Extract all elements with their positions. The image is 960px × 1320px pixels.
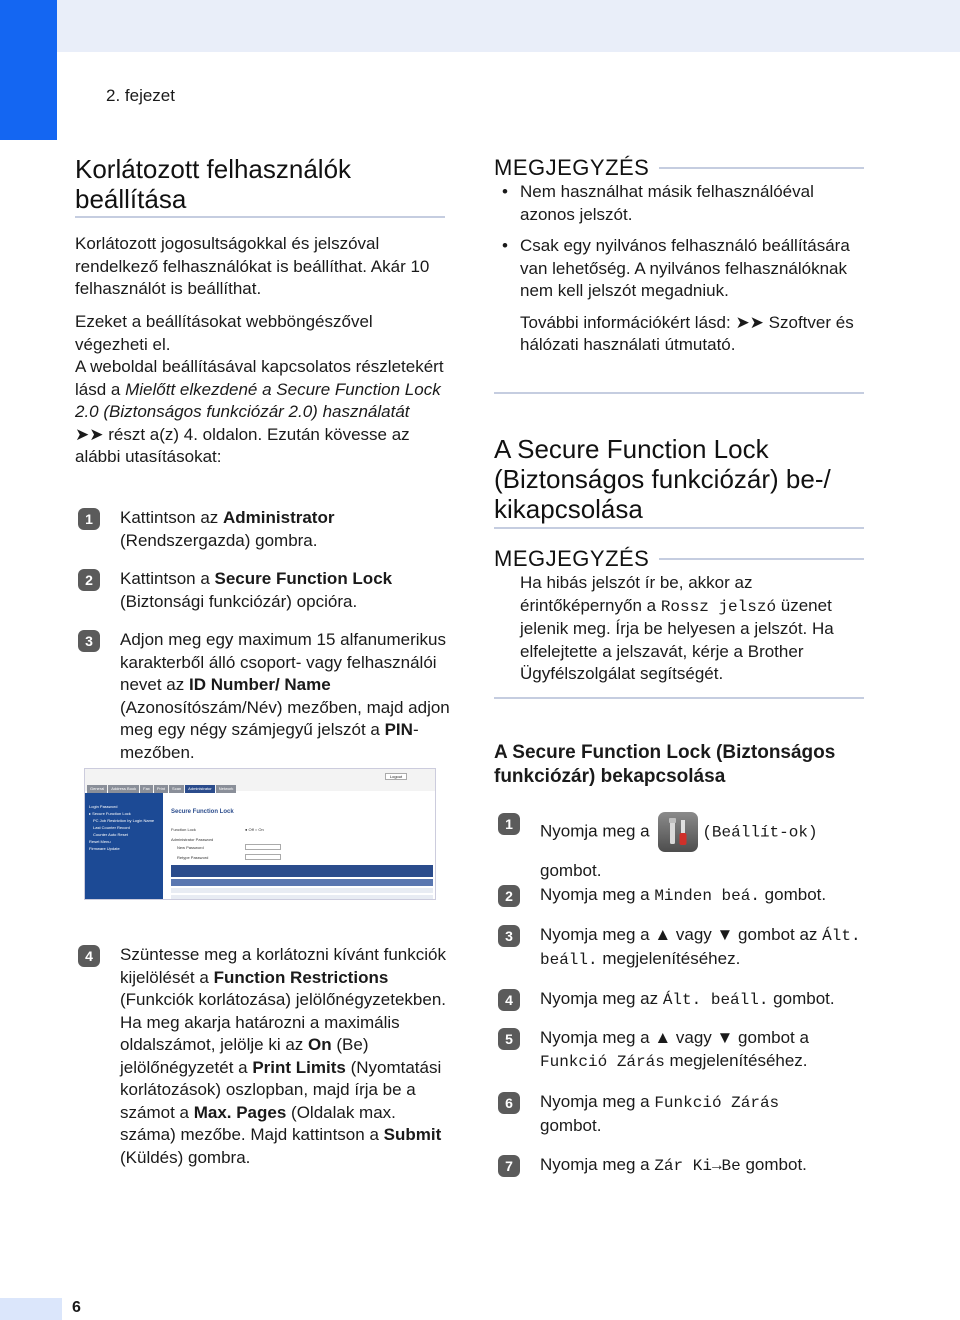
step-text [540, 988, 870, 1012]
display-message-wrong-password: Rossz jelszó [660, 597, 777, 616]
step-text [540, 1027, 870, 1073]
page-number: 6 [72, 1299, 81, 1316]
step-number-badge: 1 [498, 813, 520, 835]
note-1-bottom-rule [494, 392, 864, 394]
admin-password-label: Administrator Password [171, 837, 214, 842]
ui-term-print-limits: Print Limits [252, 1057, 346, 1077]
logout-button[interactable]: Logout [385, 773, 407, 780]
note-rule [659, 167, 864, 169]
function-lock-label: Function Lock [171, 827, 196, 832]
bullet-text: Csak egy nyilvános felhasználó beállítására van lehetőség. A nyilvános felhasználóknak nem kell jelszót megadniuk. [520, 236, 850, 300]
step-text-part: gombot. [540, 1115, 602, 1135]
retype-password-input[interactable] [245, 854, 281, 860]
step-1 [78, 507, 450, 552]
button-label-lock-off-on: Zár Ki→Be [654, 1157, 741, 1175]
step-text-part: Nyomja meg a ▲ vagy ▼ gombot az [540, 925, 823, 944]
step-text-part: Nyomja meg a [540, 821, 655, 841]
right-step-4 [498, 988, 870, 1012]
sidebar-item-last-counter-record[interactable]: Last Counter Record [93, 825, 130, 830]
step-number-badge: 2 [78, 569, 100, 591]
tab-administrator[interactable]: Administrator [185, 785, 215, 793]
instruction-paragraph [75, 311, 447, 469]
step-number-badge: 3 [78, 630, 100, 652]
ui-term-secure-function-lock: Secure Function Lock [214, 569, 393, 588]
step-text-part: Nyomja meg a [540, 1155, 655, 1174]
step-text [540, 884, 870, 908]
screenshot-tabs [87, 785, 236, 793]
table-row[interactable] [171, 895, 433, 900]
step-text-part: (Nyomtatási korlátozások) oszlopban, majd írja be a számot a [120, 1057, 442, 1122]
step-number-badge: 1 [78, 508, 100, 530]
step-text-part: Nyomja meg a [540, 1092, 655, 1111]
bullet-text: Nem használhat másik felhasználóéval azonos jelszót. [520, 182, 814, 224]
note-bullet [494, 181, 864, 226]
step-text-part: (Rendszergazda) gombra. [120, 530, 318, 550]
ui-term-submit: Submit [383, 1125, 442, 1144]
section-rule [75, 216, 445, 218]
note-more-info [494, 312, 864, 357]
step-4 [78, 944, 450, 1169]
step-number-badge: 3 [498, 925, 520, 947]
step-text-part: megjelenítéséhez. [597, 948, 741, 968]
step-text [540, 924, 870, 971]
step-2 [78, 568, 450, 613]
step-text [540, 1154, 870, 1178]
step-text-part: Kattintson az [120, 508, 224, 527]
tab-general[interactable]: General [87, 785, 107, 793]
step-text-part: (Biztonsági funkciózár) opcióra. [120, 591, 358, 611]
step-text-part: gombot. [759, 885, 827, 904]
step-text-part: gombot. [768, 989, 835, 1008]
note-title: MEGJEGYZÉS [494, 155, 650, 180]
screenshot-page-title: Secure Function Lock [171, 809, 234, 815]
step-text [120, 944, 450, 1169]
step-number-badge: 4 [498, 989, 520, 1011]
step-text-part: Nyomja meg a ▲ vagy ▼ gombot a [540, 1028, 809, 1047]
sidebar-item-counter-auto-reset[interactable]: Counter Auto Reset [93, 832, 128, 837]
para-sentence-b: A weboldal beállításával kapcsolatos részletekért lásd a [75, 357, 444, 399]
para-sentence-a: Ezeket a beállításokat webböngészővel végezheti el. [75, 312, 373, 354]
step-text-part: (Be) jelölőnégyzetét a [120, 1035, 369, 1077]
table-row[interactable] [171, 888, 433, 893]
chapter-tab [0, 0, 57, 140]
note-2-header [494, 546, 864, 572]
tab-address-book[interactable]: Address Book [108, 785, 139, 793]
sidebar-item-secure-function-lock[interactable]: ▸ Secure Function Lock [89, 811, 131, 816]
ui-term-on: On [308, 1035, 332, 1054]
step-text-part: -mezőben. [120, 720, 419, 762]
sidebar-item-reset-menu[interactable]: Reset Menu [89, 839, 111, 844]
step-text [540, 1091, 870, 1137]
step-3 [78, 629, 450, 764]
tab-fax[interactable]: Fax [140, 785, 153, 793]
button-label-all-settings: Minden beá. [654, 887, 760, 905]
sidebar-item-pc-job-restriction[interactable]: PC Job Restriction by Login Name [93, 818, 155, 823]
function-lock-radio[interactable]: ● Off ○ On [245, 827, 264, 832]
step-text [540, 812, 870, 883]
bullet-icon: • [502, 182, 508, 201]
note-bullet [494, 235, 864, 303]
table-subheader [171, 879, 433, 886]
right-step-3 [498, 924, 870, 971]
note-title: MEGJEGYZÉS [494, 546, 650, 571]
button-label-settings: (Beállít-ok) [702, 823, 818, 842]
step-text-part: gombot. [540, 861, 602, 880]
step-text-part: megjelenítéséhez. [664, 1050, 808, 1070]
bullet-icon: • [502, 236, 508, 255]
step-text [120, 629, 450, 764]
ui-term-pin: PIN [384, 720, 413, 739]
web-settings-screenshot [84, 768, 436, 900]
intro-paragraph: Korlátozott jogosultságokkal és jelszóval rendelkező felhasználókat is beállíthat. Akár 10 felhasználót is beállíthat. [75, 234, 430, 298]
subsection-title-enable: A Secure Function Lock (Biztonságos funkciózár) bekapcsolása [494, 742, 836, 787]
step-number-badge: 2 [498, 885, 520, 907]
header-band [0, 0, 960, 52]
para-sentence-c: részt a(z) 4. oldalon. Ezután kövesse az alábbi utasításokat: [75, 424, 410, 466]
page-number-bar [0, 1298, 62, 1320]
screenshot-sidebar [85, 793, 163, 900]
note-1-body [494, 181, 864, 357]
double-arrow-icon: ➤➤ [75, 424, 104, 444]
section-title-line-2: beállítása [75, 184, 187, 214]
right-step-5 [498, 1027, 870, 1073]
button-label-general-setup: Ált. beáll. [662, 991, 769, 1009]
right-step-6 [498, 1091, 870, 1137]
table-header [171, 865, 433, 877]
tab-network[interactable]: Network [216, 785, 237, 793]
step-text-part: (Azonosítószám/Név) mezőben, majd adjon meg egy négy számjegyű jelszót a [120, 697, 450, 739]
ui-term-max-pages: Max. Pages [193, 1102, 287, 1122]
button-label-function-lock: Funkció Zárás [540, 1052, 665, 1071]
note-rule [659, 558, 864, 560]
sidebar-item-firmware-update[interactable]: Firmware Update [89, 846, 120, 851]
settings-tools-icon[interactable] [658, 812, 698, 852]
section-title-restricted-users [75, 154, 447, 214]
retype-password-label: Retype Password [177, 855, 209, 860]
ui-term-administrator: Administrator [223, 508, 335, 527]
step-text-part: Adjon meg egy maximum 15 alfanumerikus karakterből álló csoport- vagy felhasználói nevet az [120, 630, 446, 694]
ui-term-function-restrictions: Function Restrictions [213, 967, 389, 987]
section-rule [494, 527, 864, 529]
step-text [120, 568, 450, 613]
tab-print[interactable]: Print [154, 785, 168, 793]
section-title-line-1: Korlátozott felhasználók [75, 154, 352, 184]
new-password-input[interactable] [245, 844, 281, 850]
step-text-part: (Funkciók korlátozása) jelölőnégyzetekben. Ha meg akarja határozni a maximális oldalszámot, jelölje ki az [120, 990, 447, 1054]
step-text-part: Kattintson a [120, 569, 215, 588]
section-title-sfl-toggle: A Secure Function Lock (Biztonságos funkciózár) be-/ kikapcsolása [494, 434, 831, 524]
right-step-1 [498, 812, 870, 883]
step-text-part: (Küldés) gombra. [120, 1147, 251, 1167]
step-number-badge: 5 [498, 1028, 520, 1050]
note-2-bottom-rule [494, 697, 864, 699]
new-password-label: New Password [177, 845, 204, 850]
ui-term-id-number-name: ID Number/ Name [189, 675, 331, 694]
user-restrictions-table [171, 865, 433, 900]
double-arrow-icon: ➤➤ [735, 312, 764, 332]
step-text-part: (Oldalak max. száma) mezőbe. Majd kattintson a [120, 1102, 396, 1144]
cross-reference-link[interactable]: Mielőtt elkezdené a Secure Function Lock 2.0 (Biztonságos funkciózár 2.0) használatát [75, 379, 441, 421]
sidebar-item-login-password[interactable]: Login Password [89, 804, 118, 809]
step-number-badge: 4 [78, 945, 100, 967]
button-label-general-setup: Ált. beáll. [540, 927, 861, 969]
right-step-7 [498, 1154, 870, 1178]
more-info-text: További információkért lásd: [520, 312, 736, 332]
right-step-2 [498, 884, 870, 908]
step-number-badge: 7 [498, 1155, 520, 1177]
note-1-header [494, 155, 864, 181]
note-text: Ha hibás jelszót ír be, akkor az érintőképernyőn a [520, 573, 753, 615]
note-2-body [520, 572, 868, 686]
step-text [120, 507, 450, 552]
note-text: üzenet jelenik meg. Írja be helyesen a jelszót. Ha elfelejtette a jelszavát, kérje a Brother Ügyfélszolgálat segítségét. [520, 595, 834, 683]
more-info-text: Szoftver és hálózati használati útmutató. [520, 312, 854, 354]
tab-scan[interactable]: Scan [169, 785, 184, 793]
step-text-part: Nyomja meg a [540, 885, 655, 904]
step-text-part: gombot. [740, 1155, 807, 1174]
chapter-label: 2. fejezet [106, 86, 175, 105]
step-number-badge: 6 [498, 1092, 520, 1114]
button-label-function-lock: Funkció Zárás [654, 1094, 780, 1112]
step-text-part: Nyomja meg az [540, 989, 663, 1008]
step-text-part: Szüntesse meg a korlátozni kívánt funkciók kijelölését a [120, 945, 446, 987]
